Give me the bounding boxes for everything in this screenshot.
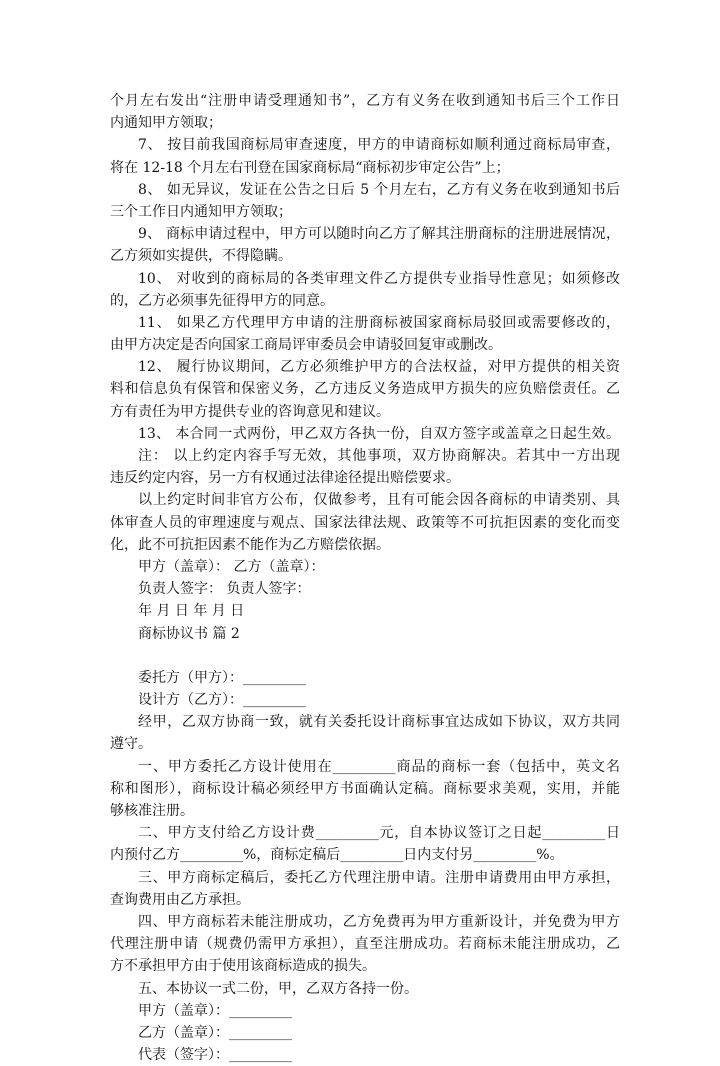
text-line: 个月左右发出“注册申请受理通知书”，乙方有义务在收到通知书后三个工作日 — [110, 93, 620, 109]
document-body — [110, 90, 620, 1066]
article-4: 四、甲方商标若未能注册成功，乙方免费再为甲方重新设计，并免费为甲方 — [138, 913, 620, 930]
text-line: 内预付乙方_________%，商标定稿后_________日内支付另_________%。 — [110, 847, 564, 864]
party-a-line: 委托方（甲方）：_________ — [138, 669, 306, 686]
text-line: 违反约定内容，另一方有权通过法律途径提出赔偿要求。 — [110, 470, 460, 487]
section-heading: 商标协议书 篇 2 — [138, 625, 240, 642]
text-line: 化，此不可抗拒因素不能作为乙方赔偿依据。 — [110, 536, 390, 553]
blank-line — [110, 645, 620, 667]
signature-line: 甲方（盖章）： 乙方（盖章）： — [138, 558, 325, 575]
sign-party-a: 甲方（盖章）：_________ — [138, 1002, 292, 1019]
preamble: 经甲，乙双方协商一致，就有关委托设计商标事宜达成如下协议，双方共同 — [138, 714, 620, 731]
text-line: 体审查人员的审理速度与观点、国家法律法规、政策等不可抗拒因素的变化而变 — [110, 514, 620, 531]
text-line: 乙方须如实提供，不得隐瞒。 — [110, 248, 292, 265]
clause-8: 8、 如无异议，发证在公告之日后 5 个月左右，乙方有义务在收到通知书后 — [138, 181, 620, 198]
text-line: 够核准注册。 — [110, 803, 194, 819]
article-5: 五、本协议一式二份，甲，乙双方各持一份。 — [138, 980, 418, 997]
text-line: 方有责任为甲方提供专业的咨询意见和建议。 — [110, 403, 390, 420]
sign-party-b: 乙方（盖章）：_________ — [138, 1024, 292, 1041]
sign-representative: 代表（签字）：_________ — [138, 1047, 292, 1064]
clause-13: 13、 本合同一式两份，甲乙双方各执一份，自双方签字或盖章之日起生效。 — [138, 425, 620, 442]
clause-11: 11、 如果乙方代理甲方申请的注册商标被国家商标局驳回或需要修改的， — [138, 314, 620, 331]
disclaimer: 以上约定时间非官方公布，仅做参考，且有可能会因各商标的申请类别、具 — [138, 492, 620, 509]
signature-line: 负责人签字： 负责人签字： — [138, 581, 311, 598]
clause-12: 12、 履行协议期间，乙方必须维护甲方的合法权益，对甲方提供的相关资 — [138, 359, 620, 376]
text-line: 称和图形），商标设计稿必须经甲方书面确认定稿。商标要求美观，实用，并能 — [110, 780, 620, 797]
text-line: 的，乙方必须事先征得甲方的同意。 — [110, 292, 334, 309]
text-line: 代理注册申请（规费仍需甲方承担），直至注册成功。若商标未能注册成功，乙 — [110, 936, 620, 953]
text-line: 遵守。 — [110, 736, 152, 753]
clause-10: 10、 对收到的商标局的各类审理文件乙方提供专业指导性意见；如须修改 — [138, 270, 620, 287]
text-line: 三个工作日内通知甲方领取； — [110, 203, 292, 220]
clause-7: 7、 按目前我国商标局审查速度，甲方的申请商标如顺利通过商标局审查， — [138, 137, 620, 154]
text-line: 内通知甲方领取； — [110, 115, 222, 132]
text-line: 将在 12-18 个月左右刊登在国家商标局“商标初步审定公告”上； — [110, 159, 510, 176]
party-b-line: 设计方（乙方）：_________ — [138, 692, 306, 709]
clause-9: 9、 商标申请过程中，甲方可以随时向乙方了解其注册商标的注册进展情况， — [138, 226, 620, 243]
date-line: 年 月 日 年 月 日 — [138, 603, 245, 620]
note: 注： 以上约定内容手写无效，其他事项，双方协商解决。若其中一方出现 — [138, 448, 620, 464]
article-2: 二、甲方支付给乙方设计费_________元，自本协议签订之日起_________日 — [138, 825, 620, 842]
article-1: 一、甲方委托乙方设计使用在_________商品的商标一套（包括中，英文名 — [138, 758, 620, 775]
text-line: 方不承担甲方由于使用该商标造成的损失。 — [110, 958, 376, 975]
text-line: 料和信息负有保管和保密义务，乙方违反义务造成甲方损失的应负赔偿责任。乙 — [110, 381, 620, 398]
article-3: 三、甲方商标定稿后，委托乙方代理注册申请。注册申请费用由甲方承担， — [138, 869, 620, 886]
text-line: 查询费用由乙方承担。 — [110, 891, 250, 908]
text-line: 由甲方决定是否向国家工商局评审委员会申请驳回复审或删改。 — [110, 337, 502, 354]
